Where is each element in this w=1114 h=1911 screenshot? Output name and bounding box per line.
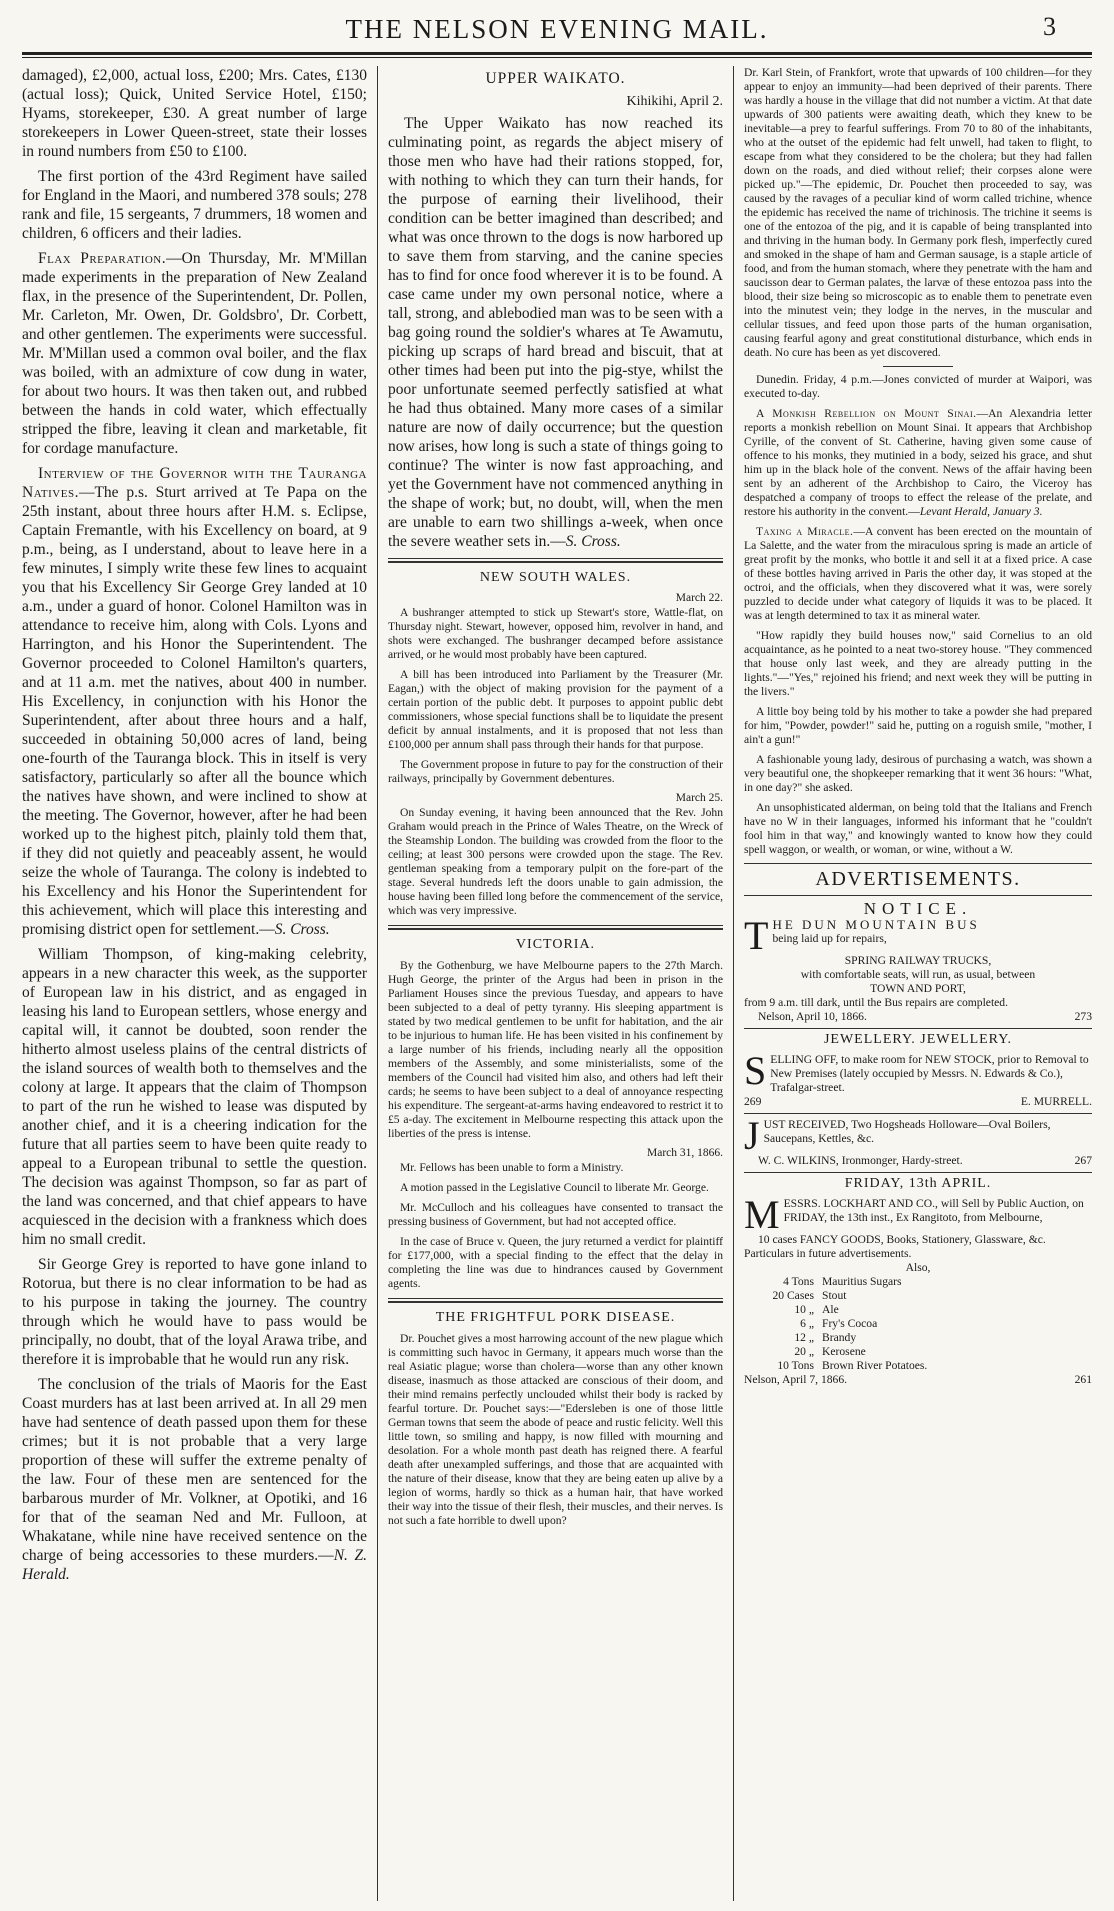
article-dunedin: Dunedin. Friday, 4 p.m.—Jones convicted of murder at Waipori, was executed to-day. [744,373,1092,400]
article-monkish-rebellion [744,407,1092,519]
pork-body: Dr. Pouchet gives a most harrowing account of the new plague which is committing such havoc in Germany, it appears much worse than the real Asiatic plague; worse than cholera—worse than any other known disease, inasmuch as those attacked are conscious of their doom, and their mind remains perfectly unclouded whilst their body is racked by fearful torture. Dr. Pouchet says:—"Edersleben is one of those little German towns that seem the abode of peace and rustic felicity. Well this little town, so smiling and happy, is now filled with mourning and desolation. For a whole month past death has reigned there. A fearful death after unexampled sufferings, and those that are acquainted with the nature of their disease, know that they are being eaten up alive by a legion of worms, hardly so thick as a human hair, that have worked their way into the tissue of their flesh, their muscles, and their nerves. Is not such a fate horrible to dwell upon? [388,1332,723,1527]
victoria-heading: VICTORIA. [515,937,596,952]
article-flax-preparation [22,249,367,458]
nsw-public-debt: A bill has been introduced into Parliament by the Treasurer (Mr. Eagan,) with the object of making provision for the payment of a certain portion of the public debt. It purposes to appoint public debt commissioners, whose special functions shall be to liquidate the present deficit by annual instalments, and it is proposed that not less than £100,000 per annum shall pass through their hands for that purpose. [388,668,723,751]
jewellery-advertiser: E. MURRELL. [1020,1095,1092,1108]
ads-rule [744,895,1092,896]
flax-heading: Flax Preparation. [38,250,167,267]
section-divider [388,1298,723,1303]
jewellery-heading: JEWELLERY. JEWELLERY. [823,1032,1013,1047]
section-pork-disease [388,1310,723,1528]
article-sir-george-grey: Sir George Grey is reported to have gone inland to Rotorua, but there is no clear information to be had as to his purpose in taking the journey. The country through which he would have to pass would be principally, no doubt, that of the loyal Arawa tribe, and therefore it is improbable that he would run any risk. [22,1256,367,1368]
ad-lockhart-auction [744,1177,1092,1387]
jewellery-ad-number: 269 [744,1095,762,1108]
jewellery-footer [744,1095,1092,1109]
flax-body: —On Thursday, Mr. M'Millan made experiments in the preparation of New Zealand flax, in the presence of the Superintendent, Dr. Pollen, Mr. Carleton, Mr. Owen, Dr. Goldsbro', Dr. Corbett, and other gentlemen. The experiments were successful. Mr. M'Millan used a common oval boiler, and the flax was boiled, with an admixture of cow dung in water, for about two hours. It was then taken out, and rubbed between the hands in cold water, which effectually stripped the fibre, leaving it clean and marketable, fit for cordage manufacture. [22,250,367,457]
newspaper-title: THE NELSON EVENING MAIL. [345,14,769,44]
article-william-thompson: William Thompson, of king-making celebrity, appears in a new character this week, as the supporter of European law in his district, and as engaged in leasing his land to European settlers, whose energy and capital will, it cannot be doubted, soon render the hitherto almost useless plains of the central districts of the island sources of wealth both to themselves and the colony at large. It appears that the claim of Thompson to part of the run he wished to lease was disputed by another chief, and it is a cheering indication for the future that all parties seem to have been quite ready to appeal to a European tribunal to settle the question. The decision was against Thompson, so far as part of the land was concerned, and that chief appears to have acquiesced in the decision with a frankness which does him no small credit. [22,946,367,1248]
bus-headline-text [772,918,979,946]
lockhart-also: Also, [905,1261,931,1274]
interview-body: —The p.s. Sturt arrived at Te Papa on the 25th instant, about three hours after H.M. s. Eclipse, Captain Fremantle, with his Excellency on board, at 9 p.m., being, as I understand, about to leave here in a few minutes, I simply write these few lines to acquaint you that his Excellency Sir George Grey landed at 10 a.m., under a guard of honor. Colonel Hamilton was in attendance to receive him, along with Cols. Lyons and Harrington, and his Honor the Superintendent. The Governor proceeded to Colonel Hamilton's quarters, and at 11 a.m. met the natives, about 400 in number. His Excellency, in conjunction with his Honor the Superintendent, after about three hours and a half, succeeded in obtaining 50,000 acres of land, being one-fourth of the Tauranga block. This in itself is very satisfactory, particularly so after all the bounce which the natives have shown, and were inclined to show at the meeting. The Governor, however, after he had been worked up to the highest pitch, plainly told them that, if they did not quietly and peaceably assent, he would seize the whole of Tauranga. The colony is indebted to his Excellency and his Honor the Superintendent for this achievement, which will place this interesting and promising district open for settlement.— [22,484,367,938]
ads-rule [744,1028,1092,1029]
nsw-railways: The Government propose in future to pay for the construction of their railways, principally by Government debentures. [388,758,723,785]
item-qty: 20 Cases [772,1289,814,1302]
lockhart-items [744,1275,1092,1373]
masthead [22,0,1092,58]
lockhart-item [744,1303,1092,1317]
lockhart-item [744,1289,1092,1303]
bus-line-3: SPRING RAILWAY TRUCKS, [844,954,992,967]
nsw-sermon: On Sunday evening, it having been announced that the Rev. John Graham would preach in the Prince of Wales Theatre, on the Wreck of the Steamship London. The building was crowded from the floor to the ceiling; at least 300 persons were crowded upon the stage. The Rev. gentleman speaking from a temporary pulpit on the fore-part of the stage. Several hundreds left the doors unable to gain admission, the house having been filled long before the commencement of the service, which was very impressive. [388,806,723,917]
holloware-ad-number: 267 [1074,1154,1092,1167]
nsw-dateline-1: March 22. [675,592,723,604]
anecdote-alderman: An unsophisticated alderman, on being told that the Italians and French have no W in their languages, informed his informant that he "couldn't fool him in that way," and knowingly wanted to know how they could spell waggon, or wealth, or woman, or wine, without a W. [744,801,1092,856]
interview-signature: S. Cross. [274,921,330,938]
trials-body: The conclusion of the trials of Maoris for the East Coast murders has at last been arrived at. In all 29 men have had sentence of death passed upon them for these crimes; but it is not probable that a very large proportion of these will suffer the extreme penalty of the law. Four of these men are sentenced for the barbarous murder of Mr. Volkner, at Opotiki, and 16 for that of the seaman Ned and Mr. Fulloon, at Whakatane, while nine have received sentence on the charge of being accessories to these murders.— [22,1376,367,1564]
lockhart-cases: 10 cases FANCY GOODS, Books, Stationery, Glassware, &c. [758,1233,1046,1246]
lockhart-item [744,1345,1092,1359]
page-number: 3 [1043,12,1056,41]
article-taxing-miracle [744,525,1092,623]
masthead-rule [22,52,1092,58]
waikato-body [388,114,723,551]
anecdote-houses: "How rapidly they build houses now," said Cornelius to an old acquaintance, as he pointed to a neat two-storey house. "They commenced that house only last week, and they are already putting in the lights."—"Yes," rejoined his friend; and next week they will be putting in the livers." [744,629,1092,698]
ads-rule [744,863,1092,864]
columns [22,66,1092,1901]
bus-date: Nelson, April 10, 1866. [758,1010,867,1023]
lockhart-footer [744,1373,1092,1387]
lockhart-date: Nelson, April 7, 1866. [744,1373,848,1386]
monk-heading: A Monkish Rebellion on Mount Sinai. [756,407,977,420]
trials-signature: N. Z. Herald. [22,1547,367,1583]
anecdote-watch: A fashionable young lady, desirous of purchasing a watch, was shown a very beautiful one, the shopkeeper remarking that it went 36 hours: "What, in one day?" she asked. [744,753,1092,794]
victoria-fellows: Mr. Fellows has been unable to form a Ministry. [400,1161,624,1174]
jewellery-dropcap: S [744,1048,767,1093]
jewellery-text: ELLING OFF, to make room for NEW STOCK, prior to Removal to New Premises (lately occupied by Messrs. N. Edwards & Co.), Trafalgar-street. [770,1053,1089,1094]
holloware-text: UST RECEIVED, Two Hogsheads Holloware—Oval Boilers, Saucepans, Kettles, &c. [763,1118,1051,1145]
bus-ad-number: 273 [1074,1010,1092,1023]
pork-heading: THE FRIGHTFUL PORK DISEASE. [435,1310,676,1325]
holloware-footer [744,1154,1092,1168]
notice-heading: NOTICE. [863,899,973,918]
advertisements-heading: ADVERTISEMENTS. [815,868,1021,890]
section-victoria [388,937,723,1291]
waikato-signature: S. Cross. [565,533,621,550]
article-43rd-regiment: The first portion of the 43rd Regiment have sailed for England in the Maori, and numbered 378 souls; 278 rank and file, 15 sergeants, 7 drummers, 18 women and children, 6 officers and their ladies. [22,168,367,242]
interview-heading: Interview of the Governor with the Tauranga Natives. [22,465,367,501]
lockhart-item [744,1359,1092,1373]
lockhart-particulars: Particulars in future advertisements. [744,1247,912,1260]
holloware-body [744,1113,1092,1158]
taxing-body: —A convent has been erected on the mountain of La Salette, and the water from the miraculous spring is made an article of great profit by the monks, who bottle it and sell it at a fixed price. A case of these bottles having arrived in Paris the other day, it was stoped at the octroi, and the officials, when they discovered what it was, were sorely puzzled to decide under what category of liquids it was to be placed. It was at length determined to tax it as mineral water. [744,525,1092,622]
section-divider [388,558,723,563]
column-3 [733,66,1092,1901]
section-new-south-wales [388,570,723,918]
short-rule [883,366,953,367]
waikato-dateline: Kihikihi, April 2. [626,94,723,109]
monk-body: —An Alexandria letter reports a monkish rebellion on Mount Sinai. It appears that Archbishop Cyrille, of the convent of St. Catherine, having given some cause of offence to his monks, they mutinied in a body, seized his grace, and shut him up in the black hole of the convent. News of the affair having been sent by an adherent of the Archbishop to Cairo, the Viceroy has despatched a company of troops to effect the release of the prelate, and restore his authority in the convent.— [744,407,1092,518]
ad-dun-mountain-bus [744,899,1092,1024]
victoria-hugh-george: By the Gothenburg, we have Melbourne papers to the 27th March. Hugh George, the printer of the Argus had been in prison in the Parliament Houses since the previous Tuesday, and appears to have been subjected to a deal of petty tyranny. His sleeping appartment is stated by two medical gentlemen to be unfit for habitation, and the air to be injurious to human life. He has been visited in his confinement by a large number of his friends, including nearly all the opposition members of the Assembly, and some ministerialists, some of the members of the Council had visited him also, and others had left their cards; he seems to have been subject to a deal of annoyance respecting his expenditure. The sergeant-at-arms having endeavored to restrict it to £5 a-day. The excitement in Melbourne respecting this attack upon the liberties of the press is intense. [388,959,723,1140]
item-name: Brandy [822,1331,857,1344]
monk-signature: Levant Herald, January 3. [919,505,1043,518]
nsw-bushranger: A bushranger attempted to stick up Stewart's store, Wattle-flat, on Thursday night. Stewart, however, opposed him, revolver in hand, and shots were exchanged. The bushranger decamped before assistance arrived, or he would most probably have been captured. [388,606,723,661]
bus-line-1: HE DUN MOUNTAIN BUS [772,917,980,932]
item-name: Ale [822,1303,839,1316]
article-governor-interview [22,464,367,939]
item-qty: 4 Tons [783,1275,814,1288]
waikato-heading: UPPER WAIKATO. [485,70,626,87]
item-name: Kerosene [822,1345,866,1358]
section-divider [388,925,723,930]
bus-line-6: from 9 a.m. till dark, until the Bus repairs are completed. [744,996,1009,1009]
column-2 [377,66,733,1901]
section-upper-waikato [388,70,723,551]
item-name: Mauritius Sugars [822,1275,902,1288]
victoria-mcculloch: Mr. McCulloch and his colleagues have consented to transact the pressing business of Government, but had not accepted office. [388,1201,723,1228]
lockhart-ad-number: 261 [1074,1373,1092,1386]
bus-footer [744,1010,1092,1024]
ads-rule [744,1172,1092,1173]
item-name: Fry's Cocoa [822,1317,878,1330]
bus-line-2: being laid up for repairs, [772,932,887,945]
bus-dropcap: T [744,913,769,958]
nsw-dateline-2: March 25. [675,792,723,804]
lockhart-item [744,1317,1092,1331]
pork-disease-continued: Dr. Karl Stein, of Frankfort, wrote that upwards of 100 children—for they appear to enjoy an immunity—had been deprived of their parents. There was hardly a house in the village that did not number a victim. At that date upwards of 300 patients were awaiting death, which they knew to be inevitable—a prey to fearful sufferings. From 70 to 80 of the inhabitants, who at the outset of the epidemic had felt unwell, had taken to flight, to escape from what they considered to be the cholera; but they had fallen down on the roads, and died without relief; their corpses alone were picked up."—The epidemic, Dr. Pouchet then proceeded to say, was caused by the ravages of a peculiar kind of worm called trichine, whence the epidemic has received the name of trichinosis. The trichine it seems is one of the entozoa of the pig, and it is capable of being transplanted into and thriving in the human body. In Germany pork flesh, imperfectly cured and smoked in the shape of ham and German sausage, is a staple article of food, and from the human stomach, where they penetrate with the ham and saucisson dear to German palates, the larvæ of these entozoa pass into the blood, their size being so microscopic as to enable them to penetrate even into the minutest vein; they lodge in the nerves, in the muscular and cellular tissues, and feed upon those parts of the human organisation, causing fearful agony and great constitutional disturbance, which ends in death. No cure has been as yet discovered. [744,66,1092,359]
lockhart-item [744,1275,1092,1289]
lockhart-text: ESSRS. LOCKHART AND CO., will Sell by Public Auction, on FRIDAY, the 13th inst., Ex Rangitoto, from Melbourne, [783,1197,1084,1224]
article-maori-trials [22,1375,367,1584]
friday-heading: FRIDAY, 13th APRIL. [844,1176,992,1191]
victoria-motion: A motion passed in the Legislative Council to liberate Mr. George. [400,1181,709,1194]
lockhart-body [744,1192,1092,1237]
victoria-bruce-case: In the case of Bruce v. Queen, the jury returned a verdict for plaintiff for £177,000, with a special finding to the effect that the delay in completing the line was due to hindrances caused by Government agents. [388,1235,723,1290]
item-qty: 20 „ [794,1345,814,1358]
bus-line-5: TOWN AND PORT, [870,982,966,995]
ads-rule [744,1113,1092,1114]
bus-headline [744,913,1092,958]
item-qty: 10 Tons [777,1359,814,1372]
anecdote-powder: A little boy being told by his mother to take a powder she had prepared for him, "Powder, powder!" said he, putting on a roguish smile, "mother, I ain't a gun!" [744,705,1092,746]
lockhart-item [744,1331,1092,1345]
article-losses-continued: damaged), £2,000, actual loss, £200; Mrs. Cates, £130 (actual loss); Quick, United Service Hotel, £150; Hyams, storekeeper, £30. A great number of large storekeepers in Lower Queen-street, state their losses in round numbers from £50 to £100. [22,67,367,160]
taxing-heading: Taxing a Miracle. [756,525,854,538]
item-name: Stout [822,1289,847,1302]
item-qty: 10 „ [794,1303,814,1316]
holloware-dropcap: J [744,1113,760,1158]
victoria-dateline: March 31, 1866. [646,1147,723,1159]
holloware-advertiser: W. C. WILKINS, Ironmonger, Hardy-street. [758,1154,963,1167]
column-1 [22,66,377,1901]
bus-line-4: with comfortable seats, will run, as usual, between [800,968,1036,981]
nsw-heading: NEW SOUTH WALES. [479,570,632,585]
ad-jewellery [744,1033,1092,1109]
item-name: Brown River Potatoes. [822,1359,928,1372]
waikato-text: The Upper Waikato has now reached its culminating point, as regards the abject misery of those men who have had their rations stopped, for, with nothing to which they can turn their hands, for the purpose of earning their livelihood, their condition can be better imagined than described; and what was once thrown to the dogs is now harbored up to save them from starving, and the canine species has to find for once food wherever it is to be found. A case came under my own personal notice, where a tall, strong, and ablebodied man was to be seen with a bag going round the soldier's whares at Te Awamutu, picking up scraps of hard bread and biscuit, that at other times had been put into the pig-stye, whilst the poor unfortunate seemed perfectly satisfied at what he had thus obtained. Many more cases of a similar nature are now of daily occurrence; but the question now arises, how long is such a state of things going to continue? The winter is now fast approaching, and yet the Government have not commenced anything in the shape of work; but, no doubt, will, when the men are unable to earn two shillings a-week, when once the severe weather sets in.— [388,115,723,550]
lockhart-dropcap: M [744,1192,780,1237]
ad-holloware [744,1113,1092,1168]
item-qty: 12 „ [794,1331,814,1344]
jewellery-body [744,1048,1092,1095]
item-qty: 6 „ [800,1317,814,1330]
